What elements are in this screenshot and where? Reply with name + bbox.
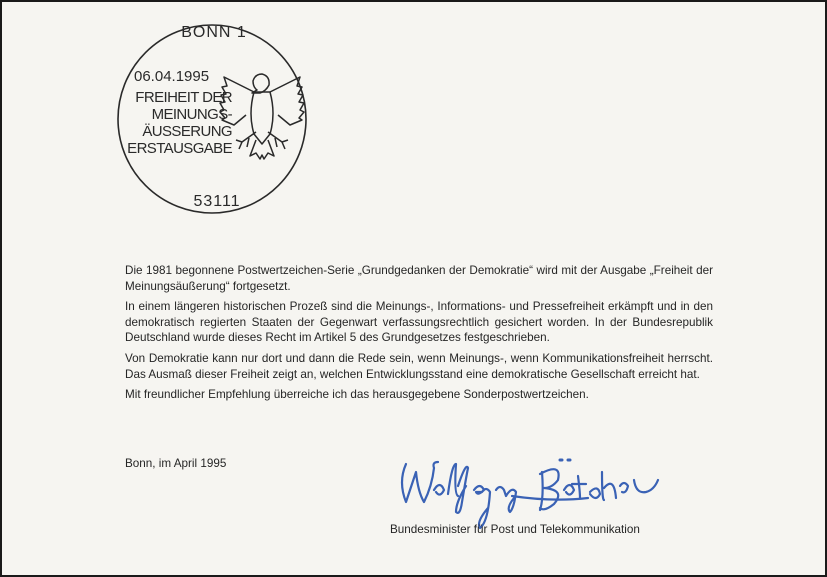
postmark-line: MEINUNGS-	[151, 106, 232, 123]
letter-paragraph: Mit freundlicher Empfehlung überreiche ich das herausgegebene Sonderpostwertzeichen.	[125, 388, 589, 402]
place-date: Bonn, im April 1995	[125, 457, 227, 470]
postmark-date: 06.04.1995	[134, 68, 210, 85]
postmark-inscription	[124, 89, 232, 157]
letter-paragraph: In einem längeren historischen Prozeß sind die Meinungs-, Informations- und Pressefreiheit erkämpft und in den demokratisch regierten Staaten der Gegenwart verfassungsrechtlich gesichert worden. In der Bundesrepublik Deutschland wurde dieses Recht im Artikel 5 des Grundgesetzes festgeschrieben.	[125, 300, 713, 345]
postmark-line: FREIHEIT DER	[135, 89, 232, 106]
federal-eagle-icon	[220, 74, 304, 159]
signer-title: Bundesminister für Post und Telekommunikation	[390, 523, 640, 536]
postmark-postcode: 53111	[193, 193, 241, 210]
postmark-city: BONN 1	[181, 24, 247, 41]
letter-body	[125, 263, 713, 408]
postmark-stamp	[112, 22, 312, 217]
letter-paragraph: Die 1981 begonnene Postwertzeichen-Serie „Grundgedanken der Demokratie“ wird mit der Ausgabe „Freiheit der Meinungsäußerung“ fortgesetzt.	[125, 264, 713, 293]
postmark-line: ERSTAUSGABE	[127, 140, 232, 157]
letter-paragraph: Von Demokratie kann nur dort und dann die Rede sein, wenn Meinungs-, wenn Kommunikationsfreiheit herrscht. Das Ausmaß dieser Freiheit zeigt an, welchen Entwicklungsstand eine demokratische Gesellschaft erreicht hat.	[125, 351, 713, 381]
postmark-line: ÄUSSERUNG	[142, 123, 232, 140]
